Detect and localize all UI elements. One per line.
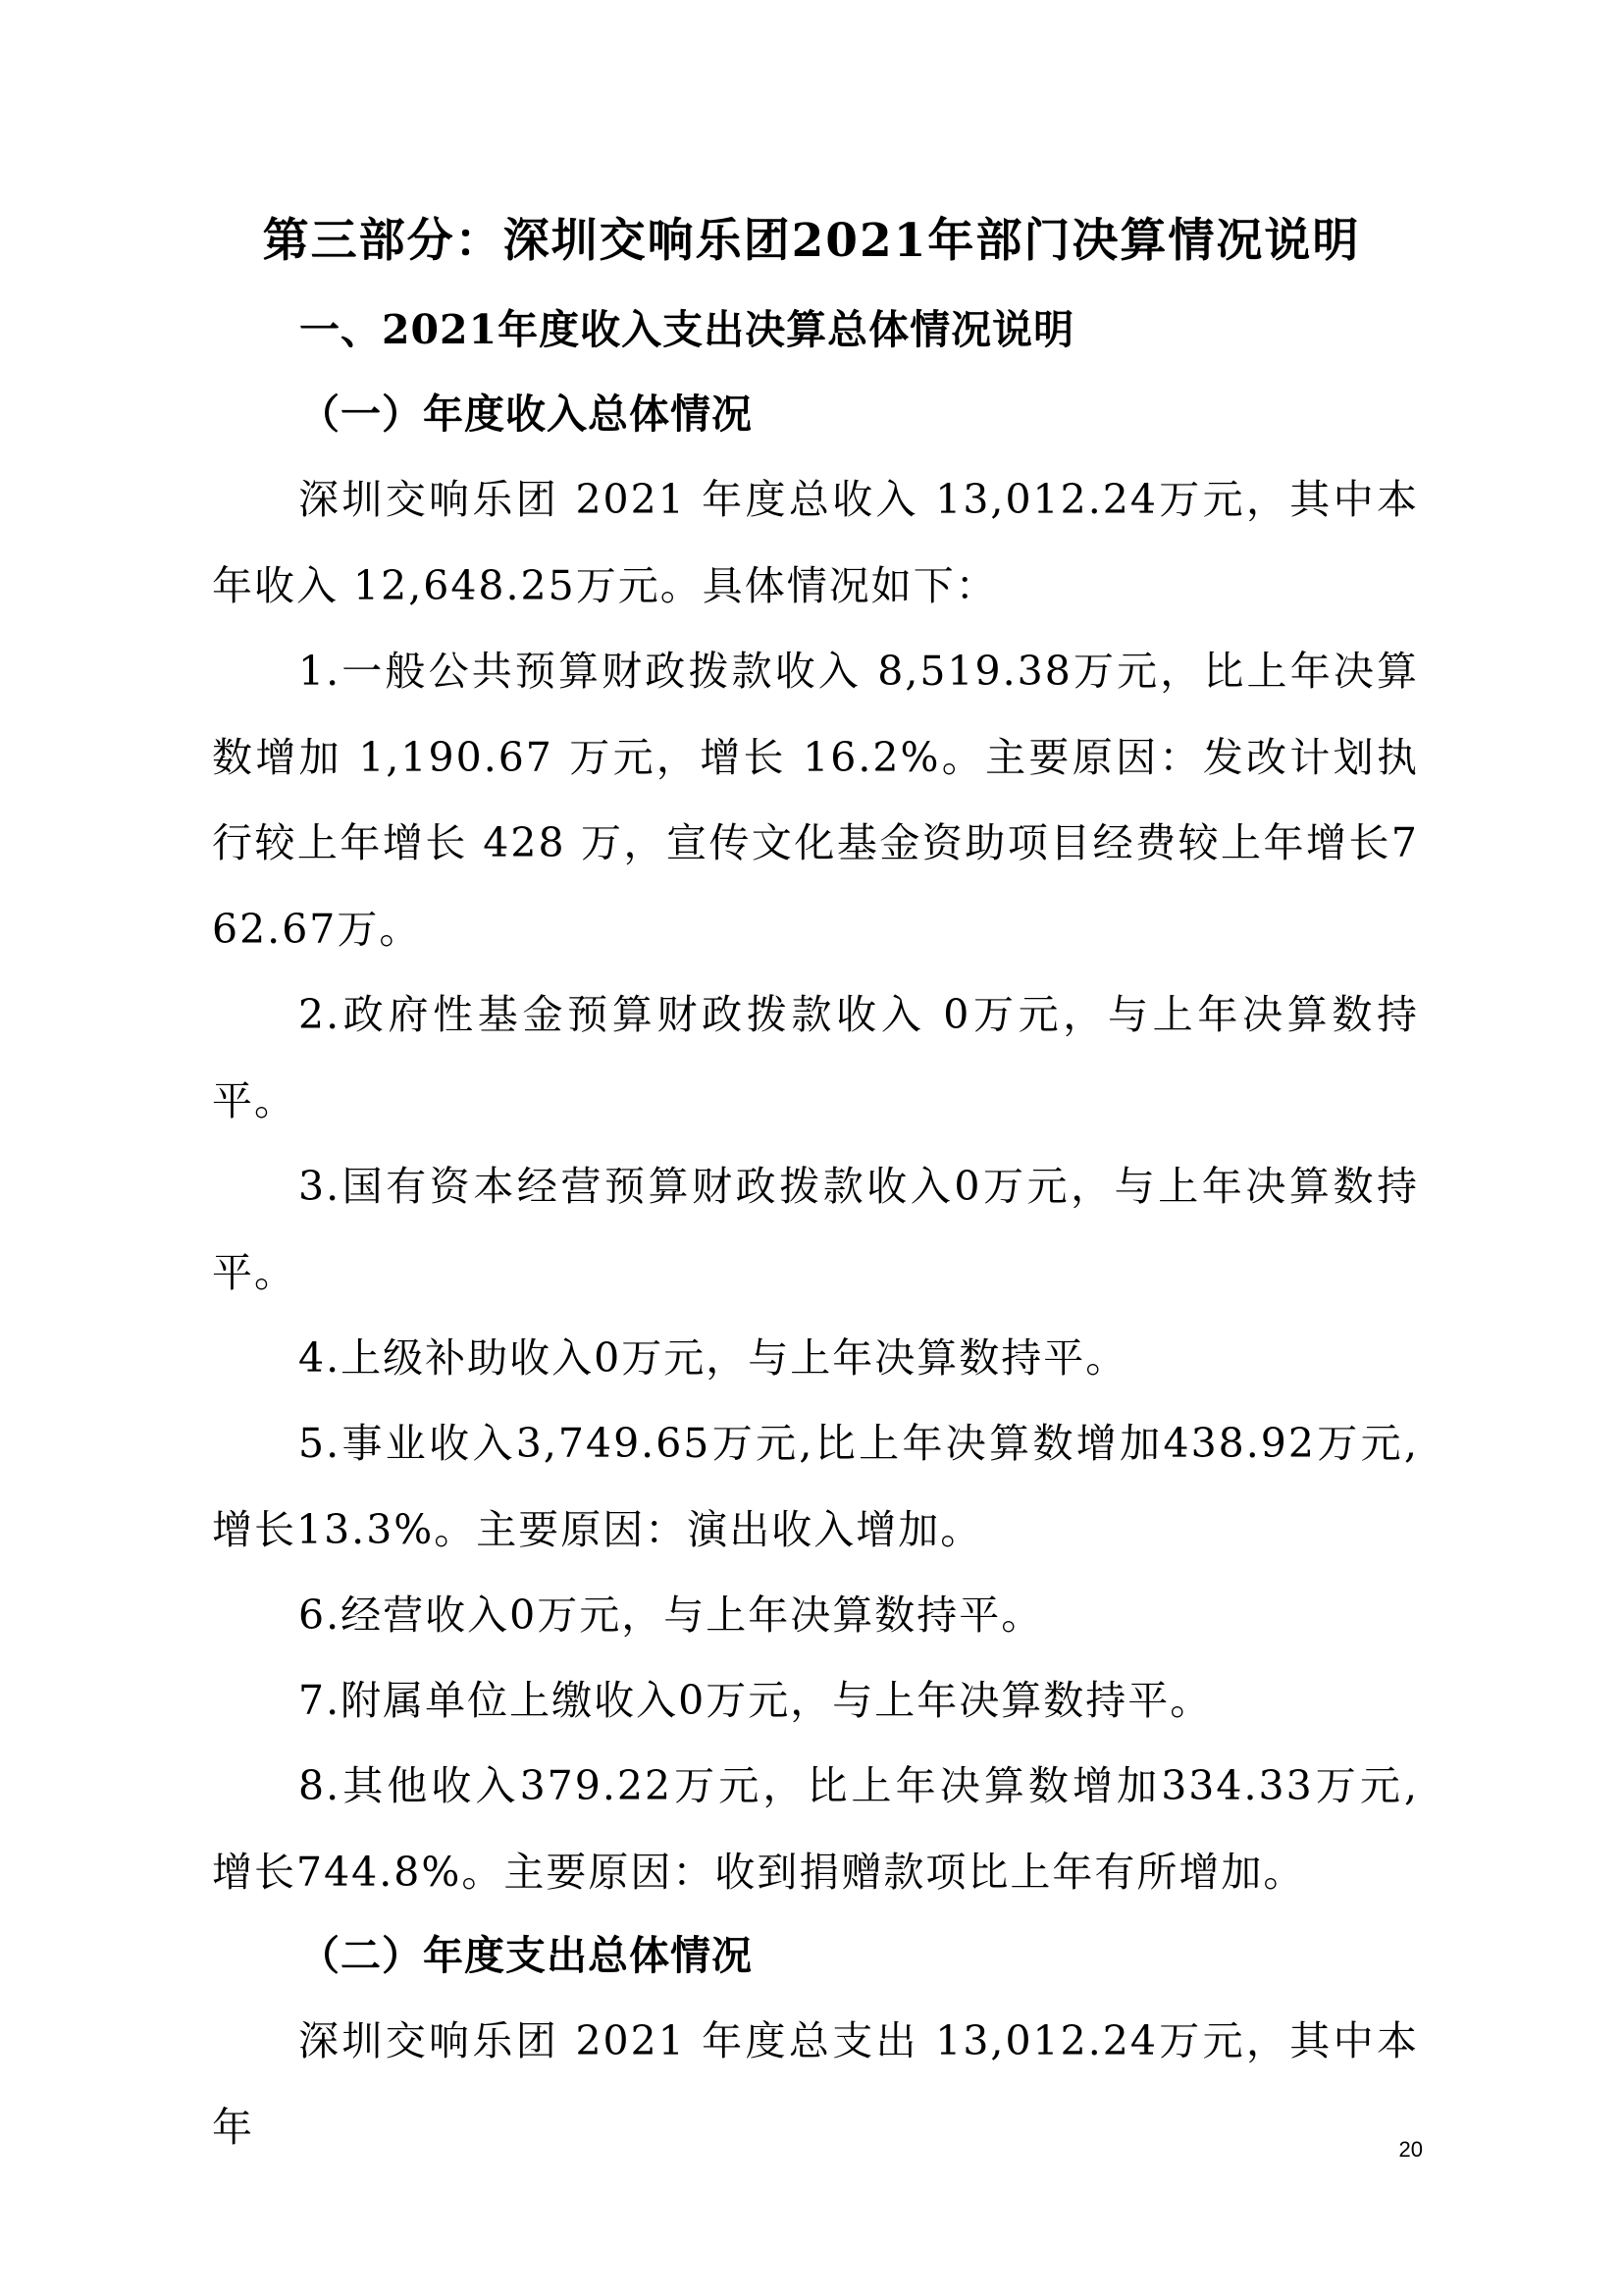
paragraph-superior-subsidy: 4.上级补助收入0万元，与上年决算数持平。 [298,1334,1128,1382]
paragraph-general-budget: 1.一般公共预算财政拨款收入 8,519.38万元，比上年决算数增加 1,190.67 万元，增长 16.2%。主要原因：发改计划执行较上年增长 428 万，宣传文化基金资助项目经费较上年增长762.67万。 [212,648,1419,953]
page-title: 第三部分：深圳交响乐团2021年部门决算情况说明 [262,214,1361,268]
section-heading-income-expenditure: 一、2021年度收入支出决算总体情况说明 [299,306,1075,353]
paragraph-total-income: 深圳交响乐团 2021 年度总收入 13,012.24万元，其中本年收入 12,648.25万元。具体情况如下： [212,476,1419,609]
paragraph-gov-fund: 2.政府性基金预算财政拨款收入 0万元，与上年决算数持平。 [212,991,1419,1124]
page-number: 20 [1398,2137,1423,2162]
subsection-heading-expenditure: （二）年度支出总体情况 [299,1932,753,1979]
subsection-heading-income: （一）年度收入总体情况 [299,391,753,438]
paragraph-business-income: 5.事业收入3,749.65万元,比上年决算数增加438.92万元,增长13.3%。主要原因：演出收入增加。 [212,1420,1419,1553]
paragraph-affiliate-income: 7.附属单位上缴收入0万元，与上年决算数持平。 [298,1677,1213,1724]
paragraph-total-expenditure: 深圳交响乐团 2021 年度总支出 13,012.24万元，其中本年 [212,2017,1419,2151]
paragraph-operating-income: 6.经营收入0万元，与上年决算数持平。 [298,1592,1044,1639]
paragraph-other-income: 8.其他收入379.22万元，比上年决算数增加334.33万元,增长744.8%。主要原因：收到捐赠款项比上年有所增加。 [212,1762,1419,1896]
paragraph-state-capital: 3.国有资本经营预算财政拨款收入0万元，与上年决算数持平。 [212,1163,1419,1296]
